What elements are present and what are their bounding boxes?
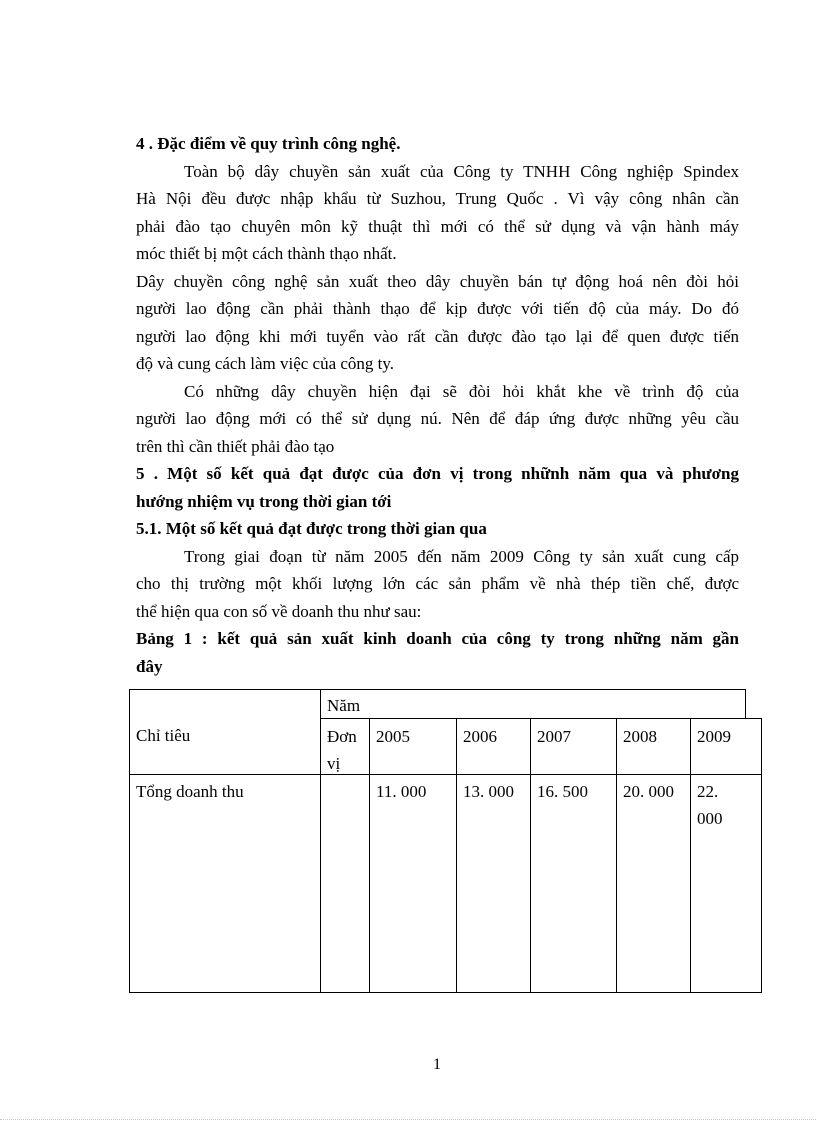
section-4-paragraph-1 bbox=[136, 158, 739, 268]
text-line: Hà Nội đều được nhập khẩu từ Suzhou, Trung Quốc . Vì vậy công nhân cần bbox=[136, 189, 739, 208]
text-line: người lao động cần phải thành thạo để kịp được với tiến độ của máy. Do đó bbox=[136, 299, 739, 318]
section-4-heading: 4 . Đặc điểm về quy trình công nghệ. bbox=[136, 134, 401, 153]
row-value-cell: 13. 000 bbox=[456, 774, 531, 993]
row-value-cell: 22. 000 bbox=[690, 774, 762, 993]
section-5-1-paragraph bbox=[136, 543, 739, 626]
section-5-1-heading: 5.1. Một số kết quả đạt được trong thời gian qua bbox=[136, 519, 487, 538]
document-body bbox=[136, 130, 739, 680]
row-unit-cell bbox=[320, 774, 370, 993]
header-cell-year: 2008 bbox=[616, 718, 691, 775]
text-line: Trong giai đoạn từ năm 2005 đến năm 2009 Công ty sản xuất cung cấp bbox=[184, 546, 739, 566]
header-cell-year: 2007 bbox=[530, 718, 617, 775]
section-5-heading bbox=[136, 460, 739, 515]
row-value-cell: 20. 000 bbox=[616, 774, 691, 993]
header-cell-year: 2006 bbox=[456, 718, 531, 775]
text-line: thể hiện qua con số về doanh thu như sau: bbox=[136, 601, 422, 621]
table-caption bbox=[136, 625, 739, 680]
text-line: 5 . Một số kết quả đạt được của đơn vị trong nhữnh năm qua và phương bbox=[136, 464, 739, 483]
row-value-cell: 16. 500 bbox=[530, 774, 617, 993]
text-line: Có những dây chuyền hiện đại sẽ đòi hỏi khắt khe về trình độ của bbox=[184, 381, 739, 401]
header-cell-year: 2005 bbox=[369, 718, 457, 775]
header-cell-unit: Đơn vị bbox=[320, 718, 370, 775]
page-break-divider bbox=[0, 1119, 816, 1120]
text-line: Toàn bộ dây chuyền sản xuất của Công ty TNHH Công nghiệp Spindex bbox=[184, 161, 739, 181]
section-4-paragraph-2 bbox=[136, 268, 739, 378]
text-line: đây bbox=[136, 656, 163, 676]
row-label-cell: Tổng doanh thu bbox=[129, 774, 321, 993]
text-line: người lao động khi mới tuyển vào rất cần được đào tạo lại để quen được tiến bbox=[136, 326, 739, 346]
header-cell-indicator: Chỉ tiêu bbox=[129, 689, 321, 775]
text-line: độ và cung cách làm việc của công ty. bbox=[136, 354, 395, 373]
text-line: người lao động mới có thể sử dụng nú. Nên để đáp ứng được những yêu cầu bbox=[136, 409, 739, 428]
text-line: Dây chuyền công nghệ sản xuất theo dây chuyền bán tự động hoá nên đòi hỏi bbox=[136, 271, 739, 291]
text-line: móc thiết bị một cách thành thạo nhất. bbox=[136, 244, 397, 263]
text-line: Bảng 1 : kết quả sản xuất kinh doanh của công ty trong những năm gần bbox=[136, 629, 739, 648]
text-line: cho thị trường một khối lượng lớn các sản phẩm về nhà thép tiền chế, được bbox=[136, 574, 739, 593]
header-cell-year: 2009 bbox=[690, 718, 762, 775]
row-value-cell: 11. 000 bbox=[369, 774, 457, 993]
text-line: phải đào tạo chuyên môn kỹ thuật thì mới có thể sử dụng và vận hành máy bbox=[136, 216, 739, 236]
section-4-paragraph-3 bbox=[136, 378, 739, 461]
text-line: hướng nhiệm vụ trong thời gian tới bbox=[136, 491, 392, 511]
page-number: 1 bbox=[433, 1056, 441, 1073]
header-cell-year-group: Năm bbox=[320, 689, 746, 719]
text-line: trên thì cần thiết phải đào tạo bbox=[136, 436, 335, 456]
